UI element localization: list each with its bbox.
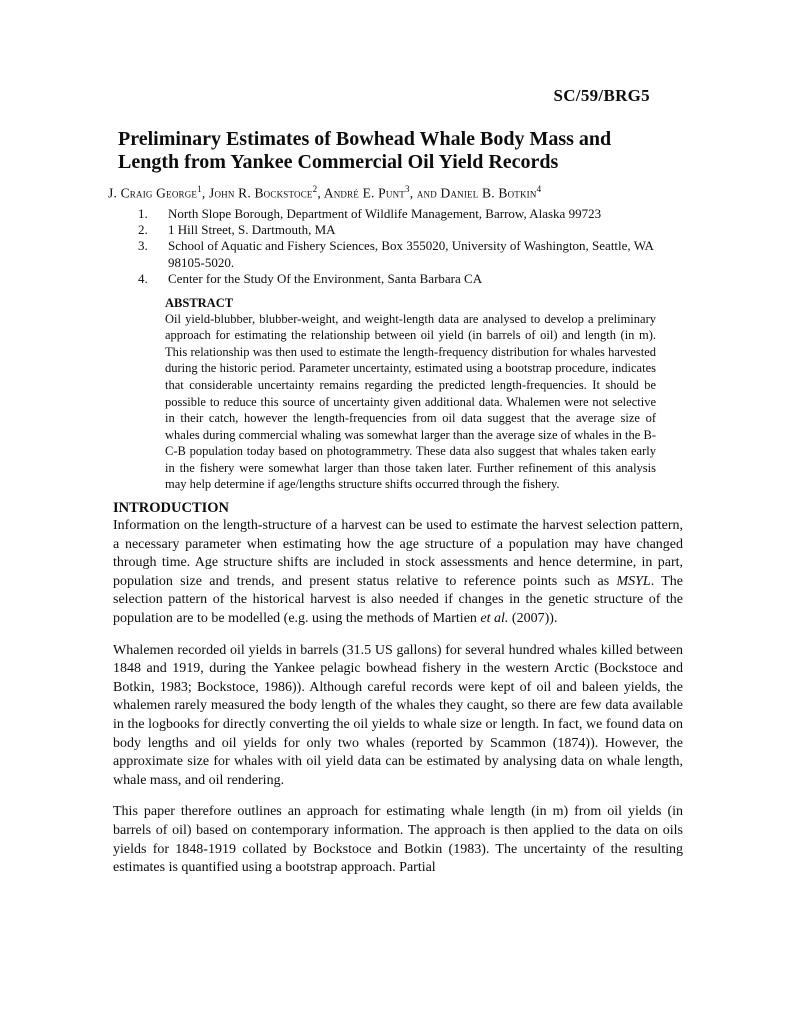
affiliation-list	[138, 206, 791, 288]
author-name: André E. Punt	[323, 185, 405, 201]
affiliation-number: 3.	[138, 238, 148, 254]
abstract-body: Oil yield-blubber, blubber-weight, and weight-length data are analysed to develop a preliminary approach for estimating the relationship between oil yield (in barrels of oil) and length (in m). This relationship was then used to estimate the length-frequency distribution for whales harvested during the historic period. Parameter uncertainty, estimated using a bootstrap procedure, indicates that considerable uncertainty remains regarding the predicted length-frequencies. It should be possible to reduce this source of uncertainty given additional data. Whalemen were not selective in their catch, however the length-frequencies from oil data suggest that the average size of whales during commercial whaling was somewhat larger than the average size of whales in the B-C-B population today based on photogrammetry. These data also suggest that whales taken early in the fishery were somewhat larger than those taken later. Further refinement of this analysis may help determine if age/lengths structure shifts occurred through the fishery.	[165, 311, 656, 492]
author-superscript: 4	[536, 184, 542, 194]
affiliation-item	[138, 206, 791, 222]
paragraph-text: . The selection pattern of the historical harvest is also needed if changes in the genetic structure of the population are to be modelled (e.g. using the methods of Martien	[113, 573, 683, 627]
italic-term: MSYL	[616, 573, 651, 589]
author-superscript: 3	[404, 184, 410, 194]
intro-paragraph-3: This paper therefore outlines an approach for estimating whale length (in m) from oil yields (in barrels of oil) based on contemporary information. The approach is then applied to the data on oils yields for 1848-1919 collated by Bockstoce and Botkin (1983). The uncertainty of the resulting estimates is quantified using a bootstrap approach. Partial	[113, 804, 683, 876]
affiliation-number: 4.	[138, 271, 148, 287]
affiliation-number: 2.	[138, 221, 148, 237]
author-separator: , and	[409, 185, 441, 201]
paragraph-text: Information on the length-structure of a harvest can be used to estimate the harvest selection pattern, a necessary parameter when estimating how the age structure of a population may have changed through time. Age structure shifts are included in stock assessments and hence determine, in part, population size and trends, and present status relative to reference points such as	[113, 518, 683, 589]
author-superscript: 1	[197, 184, 202, 194]
affiliation-text: 1 Hill Street, S. Dartmouth, MA	[168, 221, 336, 237]
abstract-section	[165, 296, 656, 494]
document-code: SC/59/BRG5	[553, 86, 650, 105]
paragraph-text: (2007)).	[508, 611, 558, 627]
affiliation-text: Center for the Study Of the Environment, Santa Barbara CA	[168, 271, 483, 287]
affiliation-text: North Slope Borough, Department of Wildlife Management, Barrow, Alaska 99723	[168, 205, 602, 221]
author-name: Daniel B. Botkin	[440, 185, 537, 201]
author-separator: ,	[317, 185, 324, 201]
author-name: John R. Bockstoce	[209, 185, 313, 201]
author-separator: ,	[201, 185, 209, 201]
author-superscript: 2	[312, 184, 318, 194]
affiliation-item	[138, 271, 791, 287]
intro-paragraph-1	[113, 517, 683, 629]
intro-paragraph-2: Whalemen recorded oil yields in barrels (31.5 US gallons) for several hundred whales killed between 1848 and 1919, during the Yankee pelagic bowhead fishery in the western Arctic (Bockstoce and Botkin, 1983; Bockstoce, 1986)). Although careful records were kept of oil and baleen yields, the whalemen rarely measured the body length of the whales they caught, so there are few data available in the logbooks for directly converting the oil yields to whale size or length. In fact, we found data on body lengths and oil yields for only two whales (reported by Scammon (1874)). However, the approximate size for whales with oil yield data can be estimated by analysing data on whale length, whale mass, and oil rendering.	[113, 642, 683, 788]
author-name: J. Craig George	[108, 185, 198, 201]
affiliation-text: School of Aquatic and Fishery Sciences, Box 355020, University of Washington, Seattle, WA 98105-5020.	[168, 238, 654, 270]
paper-title-line2: Length from Yankee Commercial Oil Yield Records	[118, 151, 559, 173]
italic-term: et al.	[480, 611, 509, 627]
introduction-heading: INTRODUCTION	[113, 500, 230, 517]
affiliation-item	[138, 238, 791, 271]
authors-line	[108, 184, 708, 202]
affiliation-number: 1.	[138, 205, 148, 221]
paper-title-line1: Preliminary Estimates of Bowhead Whale Body Mass and	[118, 128, 612, 150]
paper-title	[118, 128, 698, 174]
affiliation-item	[138, 222, 791, 238]
abstract-heading: ABSTRACT	[165, 295, 234, 310]
